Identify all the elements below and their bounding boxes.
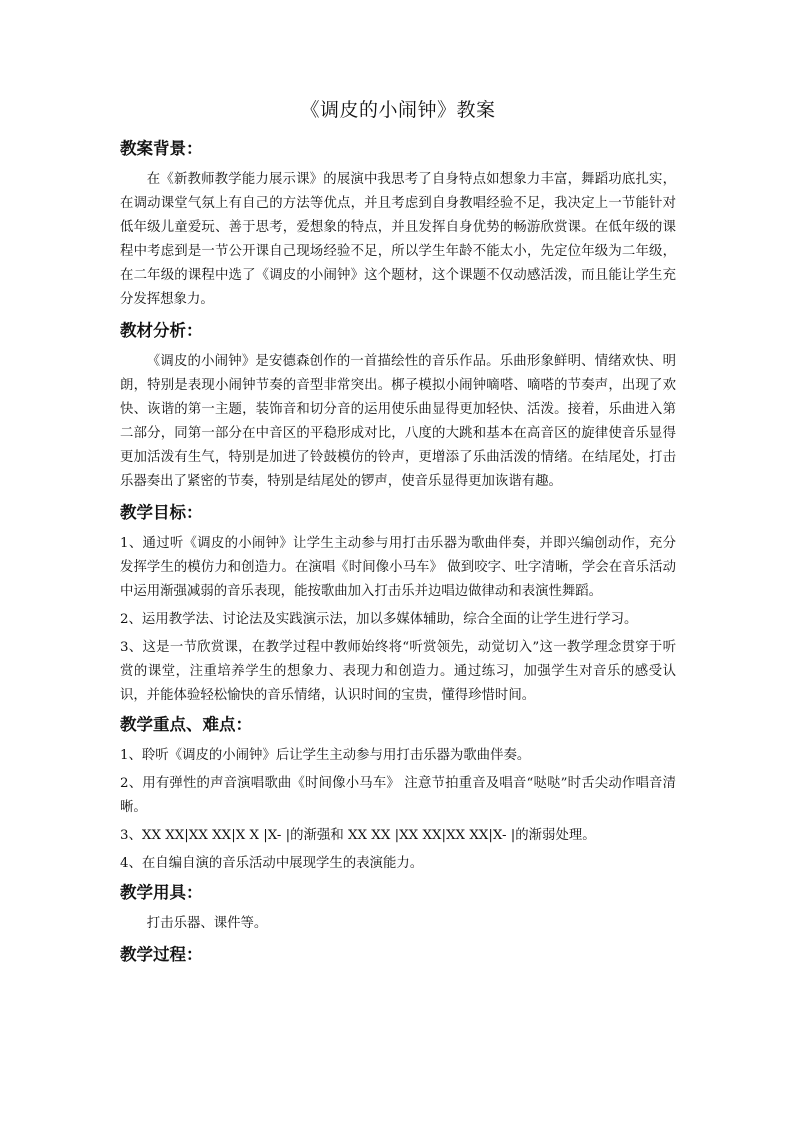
- section-heading-analysis: 教材分析：: [120, 321, 203, 340]
- keypoint-item: 2、用有弹性的声音演唱歌曲《时间像小马车》 注意节拍重音及唱音“哒哒”时舌尖动作唱音清晰。: [120, 776, 676, 815]
- keypoint-item: 4、在自编自演的音乐活动中展现学生的表演能力。: [120, 856, 424, 871]
- keypoint-item: 3、XX XX|XX XX|X X |X- |的渐强和 XX XX |XX XX|XX XX|X- |的渐弱处理。: [120, 828, 596, 843]
- goal-item: 3、这是一节欣赏课，在教学过程中教师始终将“听赏领先，动觉切入”这一教学理念贯穿于听赏的课堂，注重培养学生的想象力、表现力和创造力。通过练习，加强学生对音乐的感受认识，并能体验轻松愉快的音乐情绪，认识时间的宝贵，懂得珍惜时间。: [120, 640, 676, 703]
- analysis-paragraph: 《调皮的小闹钟》是安德森创作的一首描绘性的音乐作品。乐曲形象鲜明、情绪欢快、明朗，特别是表现小闹钟节奏的音型非常突出。梆子模拟小闹钟嘀嗒、嘀嗒的节奏声，出现了欢快、诙谐的第一主题，装饰音和切分音的运用使乐曲显得更加轻快、活泼。接着，乐曲进入第二部分，同第一部分在中音区的平稳形成对比，八度的大跳和基本在高音区的旋律使音乐显得更加活泼有生气，特别是加进了铃鼓模仿的铃声，更增添了乐曲活泼的情绪。在结尾处，打击乐器奏出了紧密的节奏，特别是结尾处的锣声，使音乐显得更加诙谐有趣。: [120, 354, 676, 489]
- section-heading-goals: 教学目标：: [120, 503, 203, 522]
- goal-item: 1、通过听《调皮的小闹钟》让学生主动参与用打击乐器为歌曲伴奏，并即兴编创动作，充分发挥学生的模仿力和创造力。在演唱《时间像小马车》 做到咬字、吐字清晰，学会在音乐活动中运用渐强减弱的音乐表现，能按歌曲加入打击乐并边唱边做律动和表演性舞蹈。: [120, 536, 676, 599]
- document-title: 《调皮的小闹钟》教案: [300, 99, 496, 121]
- document-page: [120, 96, 676, 974]
- goal-item: 2、运用教学法、讨论法及实践演示法，加以多媒体辅助，综合全面的让学生进行学习。: [120, 612, 638, 627]
- section-heading-tools: 教学用具：: [120, 883, 203, 902]
- tools-text: 打击乐器、课件等。: [146, 916, 268, 931]
- section-heading-background: 教案背景：: [120, 139, 203, 158]
- section-heading-keypoints: 教学重点、难点：: [120, 715, 252, 734]
- keypoint-item: 1、聆听《调皮的小闹钟》后让学生主动参与用打击乐器为歌曲伴奏。: [120, 748, 531, 763]
- section-heading-process: 教学过程：: [120, 945, 203, 964]
- background-paragraph: 在《新教师教学能力展示课》的展演中我思考了自身特点如想象力丰富，舞蹈功底扎实，在调动课堂气氛上有自己的方法等优点，并且考虑到自身教唱经验不足，我决定上一节能针对低年级儿童爱玩、善于思考，爱想象的特点，并且发挥自身优势的畅游欣赏课。在低年级的课程中考虑到是一节公开课自己现场经验不足，所以学生年龄不能太小，先定位年级为二年级，在二年级的课程中选了《调皮的小闹钟》这个题材，这个课题不仅动感活泼，而且能让学生充分发挥想象力。: [120, 172, 676, 307]
